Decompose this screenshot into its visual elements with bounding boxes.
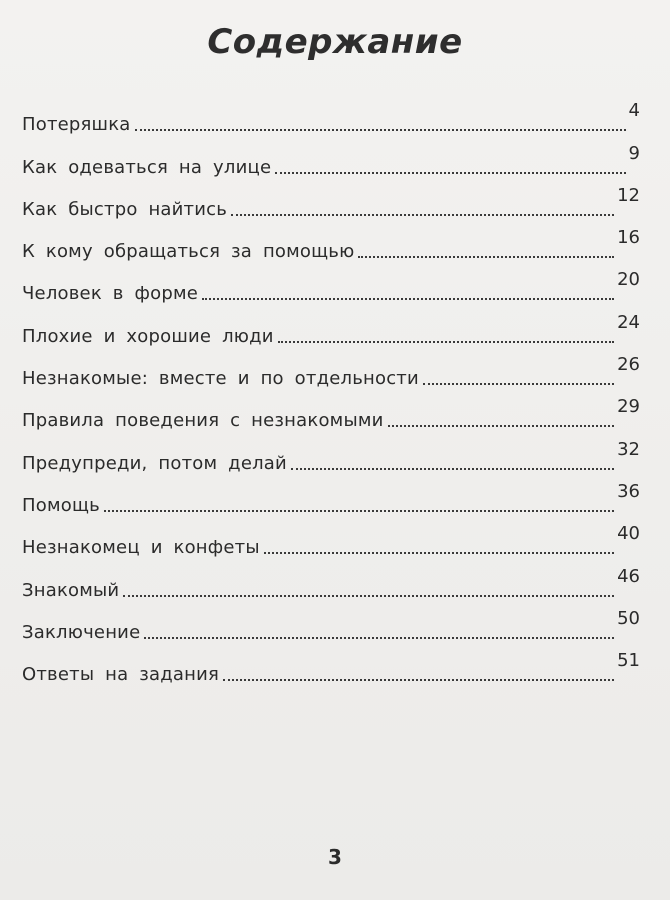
toc-entry [22,96,640,138]
dot-leader [223,679,614,681]
toc-entry-page: 16 [617,227,640,249]
toc-entry [22,561,640,603]
dot-leader [202,298,614,300]
toc-entry-page: 40 [617,523,640,545]
dot-leader [231,214,614,216]
toc-entry-page: 12 [617,184,640,206]
page-number: 3 [328,845,342,869]
dot-leader [291,468,614,470]
toc-entry [22,265,640,307]
table-of-contents [22,96,640,688]
toc-entry-page: 24 [617,311,640,333]
dot-leader [104,510,614,512]
dot-leader [275,172,625,174]
toc-entry [22,392,640,434]
toc-entry [22,181,640,223]
toc-entry [22,307,640,349]
dot-leader [144,637,614,639]
toc-entry-title: Ответы на задания [22,664,220,686]
toc-entry-title: Человек в форме [22,283,199,305]
dot-leader [423,383,614,385]
toc-entry-page: 26 [617,354,640,376]
page-title: Содержание [207,22,463,62]
dot-leader [278,341,614,343]
dot-leader [135,129,626,131]
toc-entry [22,223,640,265]
dot-leader [388,425,615,427]
toc-entry-page: 4 [628,100,640,122]
toc-entry-title: Помощь [22,494,100,516]
toc-entry-title: Потеряшка [22,114,131,136]
toc-entry [22,646,640,688]
toc-entry-title: Плохие и хорошие люди [22,325,274,347]
toc-entry-title: Незнакомые: вместе и по отдельности [22,368,419,390]
toc-entry [22,519,640,561]
dot-leader [264,552,614,554]
toc-entry-page: 36 [617,480,640,502]
toc-entry-title: Как одеваться на улице [22,156,272,178]
toc-entry [22,350,640,392]
toc-entry-page: 29 [617,396,640,418]
toc-entry-title: Знакомый [22,579,120,601]
toc-entry-title: Как быстро найтись [22,198,228,220]
toc-entry-title: К кому обращаться за помощью [22,241,355,263]
toc-entry-page: 51 [617,650,640,672]
toc-entry [22,604,640,646]
toc-entry-page: 9 [628,142,640,164]
dot-leader [123,595,614,597]
toc-entry-page: 32 [617,438,640,460]
toc-entry-page: 50 [617,607,640,629]
toc-entry [22,477,640,519]
toc-entry-title: Заключение [22,621,141,643]
toc-entry-title: Предупреди, потом делай [22,452,287,474]
toc-entry [22,138,640,180]
toc-entry-title: Незнакомец и конфеты [22,537,260,559]
toc-entry-page: 20 [617,269,640,291]
dot-leader [358,256,614,258]
toc-entry-title: Правила поведения с незнакомыми [22,410,384,432]
toc-entry-page: 46 [617,565,640,587]
toc-entry [22,434,640,476]
